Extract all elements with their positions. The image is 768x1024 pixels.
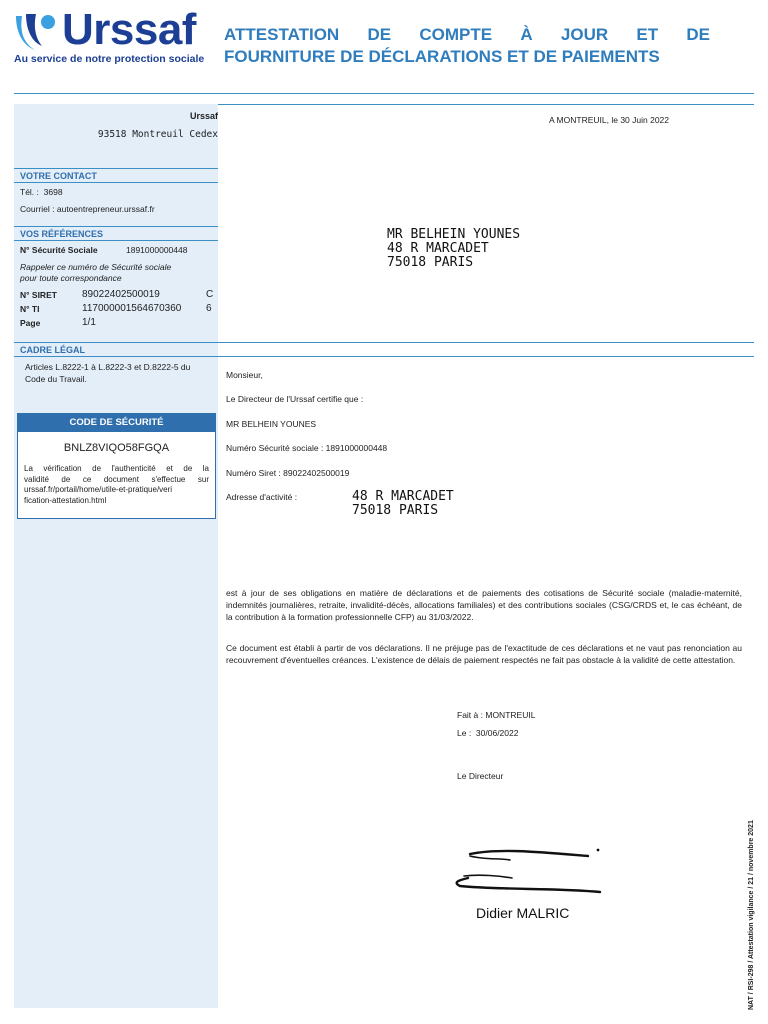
ss-number-label: N° Sécurité Sociale bbox=[20, 245, 98, 255]
obligations-paragraph: est à jour de ses obligations en matière de déclarations et de paiements des cotisations de Sécurité sociale (maladie-maternité, indemnités journalières, retraite, invalidité-décès, allocations familiales) et des contributions sociales (CSG/CRDS et, le cas échéant, de la contribution à la formation professionnelle CFP) au 31/03/2022. bbox=[226, 588, 742, 622]
recipient-address bbox=[387, 228, 520, 270]
siret-flag: C bbox=[206, 289, 214, 300]
siret-label: N° SIRET bbox=[20, 290, 57, 300]
activity-address-line1: 48 R MARCADET bbox=[352, 489, 454, 504]
siret-value: 89022402500019 bbox=[82, 289, 160, 300]
legal-text-1: Articles L.8222-1 à L.8222-3 et D.8222-5 du bbox=[25, 362, 191, 372]
signer-name: Didier MALRIC bbox=[476, 905, 570, 921]
place-date: A MONTREUIL, le 30 Juin 2022 bbox=[549, 115, 670, 125]
ss-reminder-1: Rappeler ce numéro de Sécurité sociale bbox=[20, 262, 172, 272]
ti-flag: 6 bbox=[206, 303, 212, 314]
sender-address: 93518 Montreuil Cedex bbox=[97, 129, 218, 140]
document-title-line1: ATTESTATION DE COMPTE À JOUR ET DE bbox=[224, 25, 710, 44]
page-label: Page bbox=[20, 318, 41, 328]
recipient-line1: MR BELHEIN YOUNES bbox=[387, 227, 521, 242]
activity-address bbox=[352, 490, 454, 518]
verification-link[interactable]: urssaf.fr/portail/home/utile-et-pratique/veri bbox=[24, 485, 173, 494]
signer-title: Le Directeur bbox=[457, 771, 504, 781]
security-verification-text: La vérification de l'authenticité et de la validité de ce document s'effectue sur urssaf.fr/portail/home/utile-et-pratique/veri fication-attestation.html bbox=[24, 464, 209, 505]
form-reference: NAT / RSI-298 / Attestation vigilance / 21 / novembre 2021 bbox=[748, 820, 755, 1010]
references-rule-top bbox=[14, 226, 218, 227]
ti-label: N° TI bbox=[20, 304, 40, 314]
security-code[interactable]: BNLZ8VIQO58FGQA bbox=[63, 442, 170, 454]
legal-text-2: Code du Travail. bbox=[25, 374, 87, 384]
intro-line: Le Directeur de l'Urssaf certifie que : bbox=[226, 394, 364, 404]
ti-value: 117000001564670360 bbox=[82, 303, 182, 314]
ss-number-value: 1891000000448 bbox=[126, 245, 188, 255]
activity-address-line2: 75018 PARIS bbox=[352, 503, 439, 518]
contact-email: Courriel : autoentrepreneur.urssaf.fr bbox=[20, 204, 155, 214]
signature-icon bbox=[440, 838, 610, 908]
salutation: Monsieur, bbox=[226, 370, 263, 380]
disclaimer-paragraph: Ce document est établi à partir de vos déclarations. Il ne préjuge pas de l'exactitude de ces déclarations et ne vaut pas renonciation au recouvrement d'éventuelles créances. L'existence de délais de paiement respectés ne fait pas obstacle à la validité de cette attestation. bbox=[226, 643, 742, 665]
certified-ss-number: Numéro Sécurité sociale : 1891000000448 bbox=[226, 443, 388, 453]
certified-siret: Numéro Siret : 89022402500019 bbox=[226, 468, 350, 478]
contact-rule-top bbox=[14, 168, 218, 169]
fait-a: Fait à : MONTREUIL bbox=[457, 710, 536, 720]
urssaf-logo-icon bbox=[12, 12, 58, 52]
activity-address-label: Adresse d'activité : bbox=[226, 492, 298, 502]
page-value: 1/1 bbox=[82, 317, 96, 328]
logo-text: Urssaf bbox=[62, 5, 196, 54]
recipient-line2: 48 R MARCADET bbox=[387, 241, 489, 256]
legal-rule-bottom bbox=[14, 356, 754, 357]
contact-tel: Tél. : 3698 bbox=[20, 187, 63, 197]
legal-rule-top bbox=[14, 342, 754, 343]
ss-reminder-2: pour toute correspondance bbox=[20, 273, 122, 283]
sender-name: Urssaf bbox=[189, 111, 218, 121]
contact-rule-bottom bbox=[14, 182, 218, 183]
logo-tagline: Au service de notre protection sociale bbox=[14, 53, 205, 65]
references-heading: VOS RÉFÉRENCES bbox=[20, 229, 104, 239]
certified-person: MR BELHEIN YOUNES bbox=[226, 419, 317, 429]
legal-heading: CADRE LÉGAL bbox=[20, 345, 85, 355]
contact-heading: VOTRE CONTACT bbox=[20, 171, 97, 181]
security-code-box bbox=[17, 413, 216, 519]
header-divider bbox=[14, 93, 754, 94]
recipient-line3: 75018 PARIS bbox=[387, 255, 474, 270]
signature-date: Le : 30/06/2022 bbox=[457, 728, 519, 738]
references-rule-bottom bbox=[14, 240, 218, 241]
security-code-heading: CODE DE SÉCURITÉ bbox=[18, 414, 215, 432]
document-title-line2: FOURNITURE DE DÉCLARATIONS ET DE PAIEMENTS bbox=[224, 47, 660, 66]
